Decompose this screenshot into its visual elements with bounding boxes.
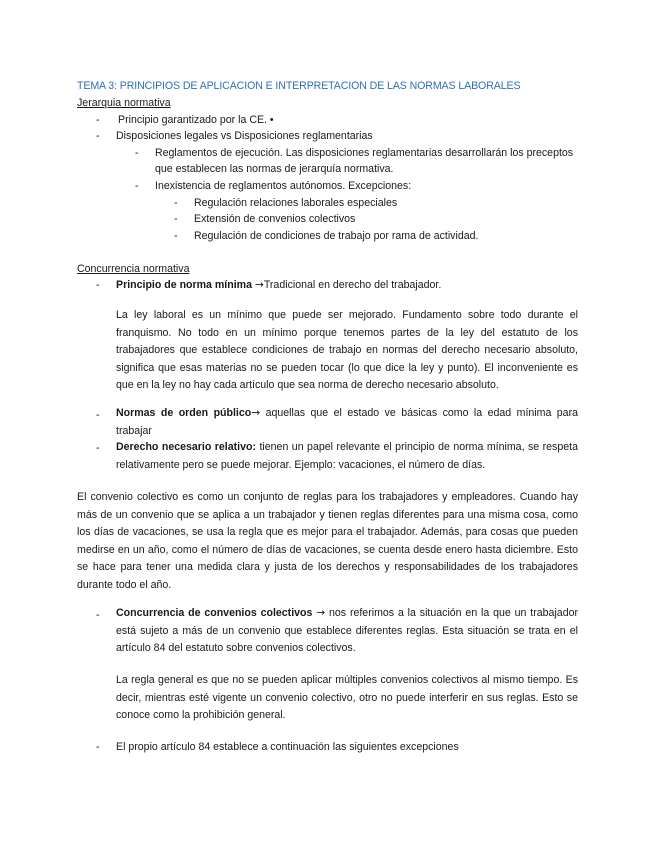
bullet-dash: -	[96, 409, 100, 421]
list-item-derecho-relativo	[116, 439, 578, 474]
list-item: Inexistencia de reglamentos autónomos. Excepciones:	[155, 180, 412, 192]
orden-publico-label: Normas de orden público	[116, 407, 252, 419]
list-item-orden-publico	[116, 405, 578, 440]
bullet-dash: -	[96, 114, 100, 126]
list-item: Regulación de condiciones de trabajo por rama de actividad.	[194, 230, 479, 242]
bullet-dash: -	[96, 741, 100, 753]
list-item: Regulación relaciones laborales especiales	[194, 197, 398, 209]
bullet-dash: -	[174, 197, 178, 209]
list-item-continuation: que establecen las normas de jerarquía normativa.	[155, 163, 394, 175]
list-item-articulo-84: El propio artículo 84 establece a continuación las siguientes excepciones	[116, 741, 459, 753]
relativo-label: Derecho necesario relativo:	[116, 441, 256, 453]
norma-minima-label: Principio de norma mínima	[116, 279, 252, 291]
orden-publico-text: aquellas que el estado ve básicas como la edad mínima para trabajar	[116, 407, 578, 437]
relativo-text: tienen un papel relevante el principio de norma mínima, se respeta relativamente pero se puede mejorar. Ejemplo: vacaciones, el número de días.	[116, 441, 578, 471]
bullet-dash: -	[96, 442, 100, 454]
paragraph-norma-minima: La ley laboral es un mínimo que puede ser mejorado. Fundamento sobre todo durante el franquismo. No todo en un mínimo porque tenemos partes de la ley del estatuto de los trabajadores que establece condiciones de trabajo en normas del derecho necesario absoluto, significa que esas materias no se pueden tocar (lo que dice la ley y punto). El inconveniente es que en la ley no hay cada artículo que sea norma de derecho necesario absoluto.	[116, 309, 578, 391]
bullet-dash: -	[174, 230, 178, 242]
paragraph-regla-general: La regla general es que no se pueden aplicar múltiples convenios colectivos al mismo tiempo. Es decir, mientras esté vigente un convenio colectivo, otro no puede interferir en sus reglas. Esto se conoce como la prohibición general.	[116, 674, 578, 721]
concurrencia-convenios-label: Concurrencia de convenios colectivos	[116, 607, 313, 619]
bullet-dash: -	[96, 609, 100, 621]
arrow-icon: →	[251, 407, 261, 419]
list-item: Principio garantizado por la CE. •	[118, 114, 274, 126]
bullet-dash: -	[174, 213, 178, 225]
arrow-icon: →	[254, 279, 264, 291]
list-item-norma-minima	[116, 279, 441, 291]
paragraph-convenio: El convenio colectivo es como un conjunto de reglas para los trabajadores y empleadores. Cuando hay más de un convenio que se aplica a un trabajador y tienen reglas diferentes para una misma cosa, como los días de vacaciones, se usa la regla que es mejor para el trabajador. Además, para cosas que pueden medirse en un año, como el número de días de vacaciones, se cuenta desde enero hasta diciembre. Esto se hace para tener una medida clara y justa de los derechos y responsabilidades de los trabajadores durante todo el año.	[77, 491, 578, 591]
bullet-dash: -	[96, 130, 100, 142]
bullet-dash: -	[96, 279, 100, 291]
heading-jerarquia: Jerarquia normativa	[77, 97, 171, 109]
arrow-icon: →	[316, 607, 326, 619]
bullet-dash: -	[135, 147, 139, 159]
concurrencia-convenios-text: nos referimos a la situación en la que un trabajador está sujeto a más de un convenio que establece diferentes reglas. Esta situación se trata en el artículo 84 del estatuto sobre convenios colectivos.	[116, 607, 578, 654]
document-title: TEMA 3: PRINCIPIOS DE APLICACION E INTERPRETACION DE LAS NORMAS LABORALES	[77, 80, 521, 92]
list-item: Disposiciones legales vs Disposiciones reglamentarias	[116, 130, 373, 142]
list-item-concurrencia-convenios	[116, 605, 578, 658]
list-item: Extensión de convenios colectivos	[194, 213, 356, 225]
heading-concurrencia: Concurrencia normativa	[77, 263, 190, 275]
bullet-dash: -	[135, 180, 139, 192]
list-item: Reglamentos de ejecución. Las disposiciones reglamentarias desarrollarán los preceptos	[155, 147, 574, 159]
norma-minima-text: Tradicional en derecho del trabajador.	[263, 279, 442, 291]
